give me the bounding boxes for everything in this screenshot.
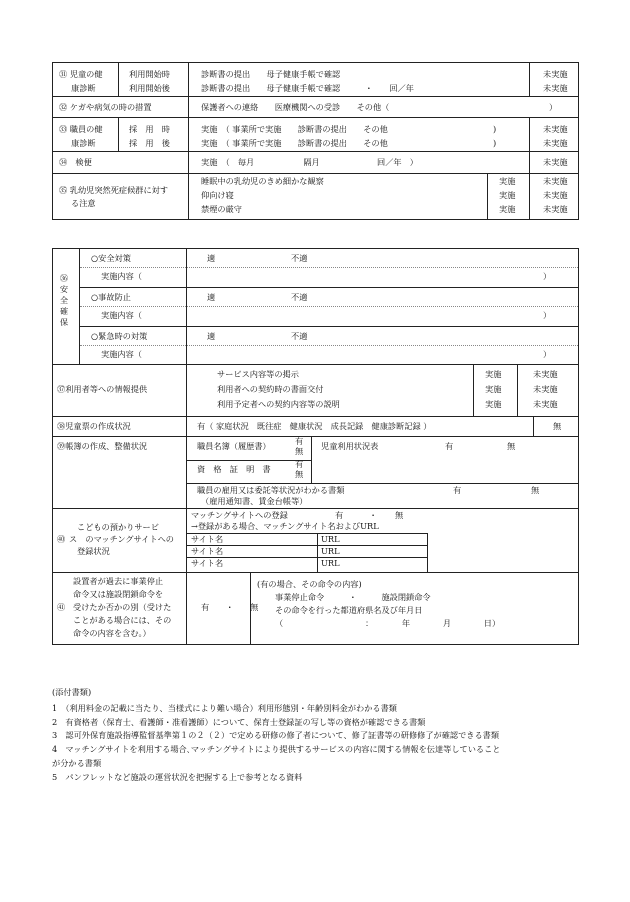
row36-label: ㊱安全確保 ○安全対策 ○事故防止 ○緊急時の対策 実施内容（ 実施内容（ 実施内容（ <box>53 249 187 365</box>
row39-label: ㊴帳簿の作成、整備状況 <box>53 437 187 509</box>
note-item: 4 マッチングサイトを利用する場合､マッチングサイトにより提供するサービスの内容に関する情報を伝達等していること <box>52 744 501 755</box>
row32-label: ㉜ ケガや病気の時の措置 <box>53 97 189 118</box>
note-item: 2 有資格者（保育士、看護師・准看護師）について、保育士登録証の写し等の資格が確認できる書類 <box>52 716 426 727</box>
table-operations: ㊱安全確保 ○安全対策 ○事故防止 ○緊急時の対策 実施内容（ 実施内容（ 実施内容（ 適 不適 適 不適 適 不適 ） ） ） ㊲利用者等への情報提供 サービス内容等の掲示 利用者への契約時の書面交付 利用予定者への契約内容等の説明 実施 実施 実施 未実施 未実施 未実施 ㊳児童票の作成状況 有（ 家庭状況 既往症 健康状況 成長記録 健康診断記録 ） 無 ㊴帳簿の作成、整備状況 職員名簿（履歴書） 有 無 児童利用状況表 有 無 資 格 証 明 書 有 無 職員の雇用又は委託等状況がわかる書類 （雇用通知書、賃金台帳等） 有 無 こどもの預かりサービ ㊵ ス のマッチングサイトへの 登録状況 マッチングサイトへの登録 有 ・ 無 →登録がある場合、マッチングサイト名およびURL サイト名 サイト名 サイト名 URL URL URL 設置者が過去に事業停止 命令又は施設閉鎖命令を ㊶ 受けたか否かの別（受けた ことがある場合には、その 命令の内容を含む。） 有 ・ 無 (有の場合、その命令の内容) 事業停止命令 ・ 施設閉鎖命令 その命令を行った都道府県名及び年月日 （ ： 年 月 日） <box>52 248 579 645</box>
row38-label: ㊳児童票の作成状況 <box>53 417 187 437</box>
attachment-notes <box>52 686 592 785</box>
row33-label: ㉝ 職員の健 康診断 <box>53 118 119 152</box>
note-item: 5 パンフレットなど施設の運営状況を把握する上で参考となる資料 <box>52 771 303 782</box>
row34-label: ㉞ 検便 <box>53 152 189 174</box>
row41-label: 設置者が過去に事業停止 命令又は施設閉鎖命令を ㊶ 受けたか否かの別（受けた ことがある場合には、その 命令の内容を含む。） <box>53 573 187 645</box>
notes-title: (添付書類) <box>52 687 92 697</box>
row40-label: こどもの預かりサービ ㊵ ス のマッチングサイトへの 登録状況 <box>53 509 187 573</box>
note-item: が分かる書類 <box>52 757 102 768</box>
table-health: ㉛ 児童の健 康診断 利用開始時 利用開始後 診断書の提出 母子健康手帳で確認 診断書の提出 母子健康手帳で確認 ・ 回／年 未実施 未実施 ㉜ ケガや病気の時の措置 保護者への連絡 医療機関への受診 その他（ ） ㉝ 職員の健 康診断 採 用 時 採 用 後 実施 （ 事業所で実施 診断書の提出 その他 実施 （ 事業所で実施 診断書の提出 その他 ) ) 未実施 未実施 ㉞ 検便 実施 （ 毎月 隔月 回／年 ） 未実施 ㉟ 乳幼児突然死症候群に対す る注意 睡眠中の乳幼児のきめ細かな観察 仰向け寝 禁煙の厳守 実施 実施 実施 未実施 未実施 未実施 <box>52 62 579 220</box>
note-item: 1 （利用料金の記載に当たり、当様式により難い場合）利用形態別・年齢別料金がわかる書類 <box>52 702 397 713</box>
row35-label: ㉟ 乳幼児突然死症候群に対す る注意 <box>53 174 189 220</box>
row31-label: ㉛ 児童の健 康診断 <box>53 63 119 97</box>
row37-label: ㊲利用者等への情報提供 <box>53 365 187 417</box>
note-item: 3 認可外保育施設指導監督基準第１の２（２）で定める研修の修了者について、修了証書等の研修修了が確認できる書類 <box>52 730 500 741</box>
